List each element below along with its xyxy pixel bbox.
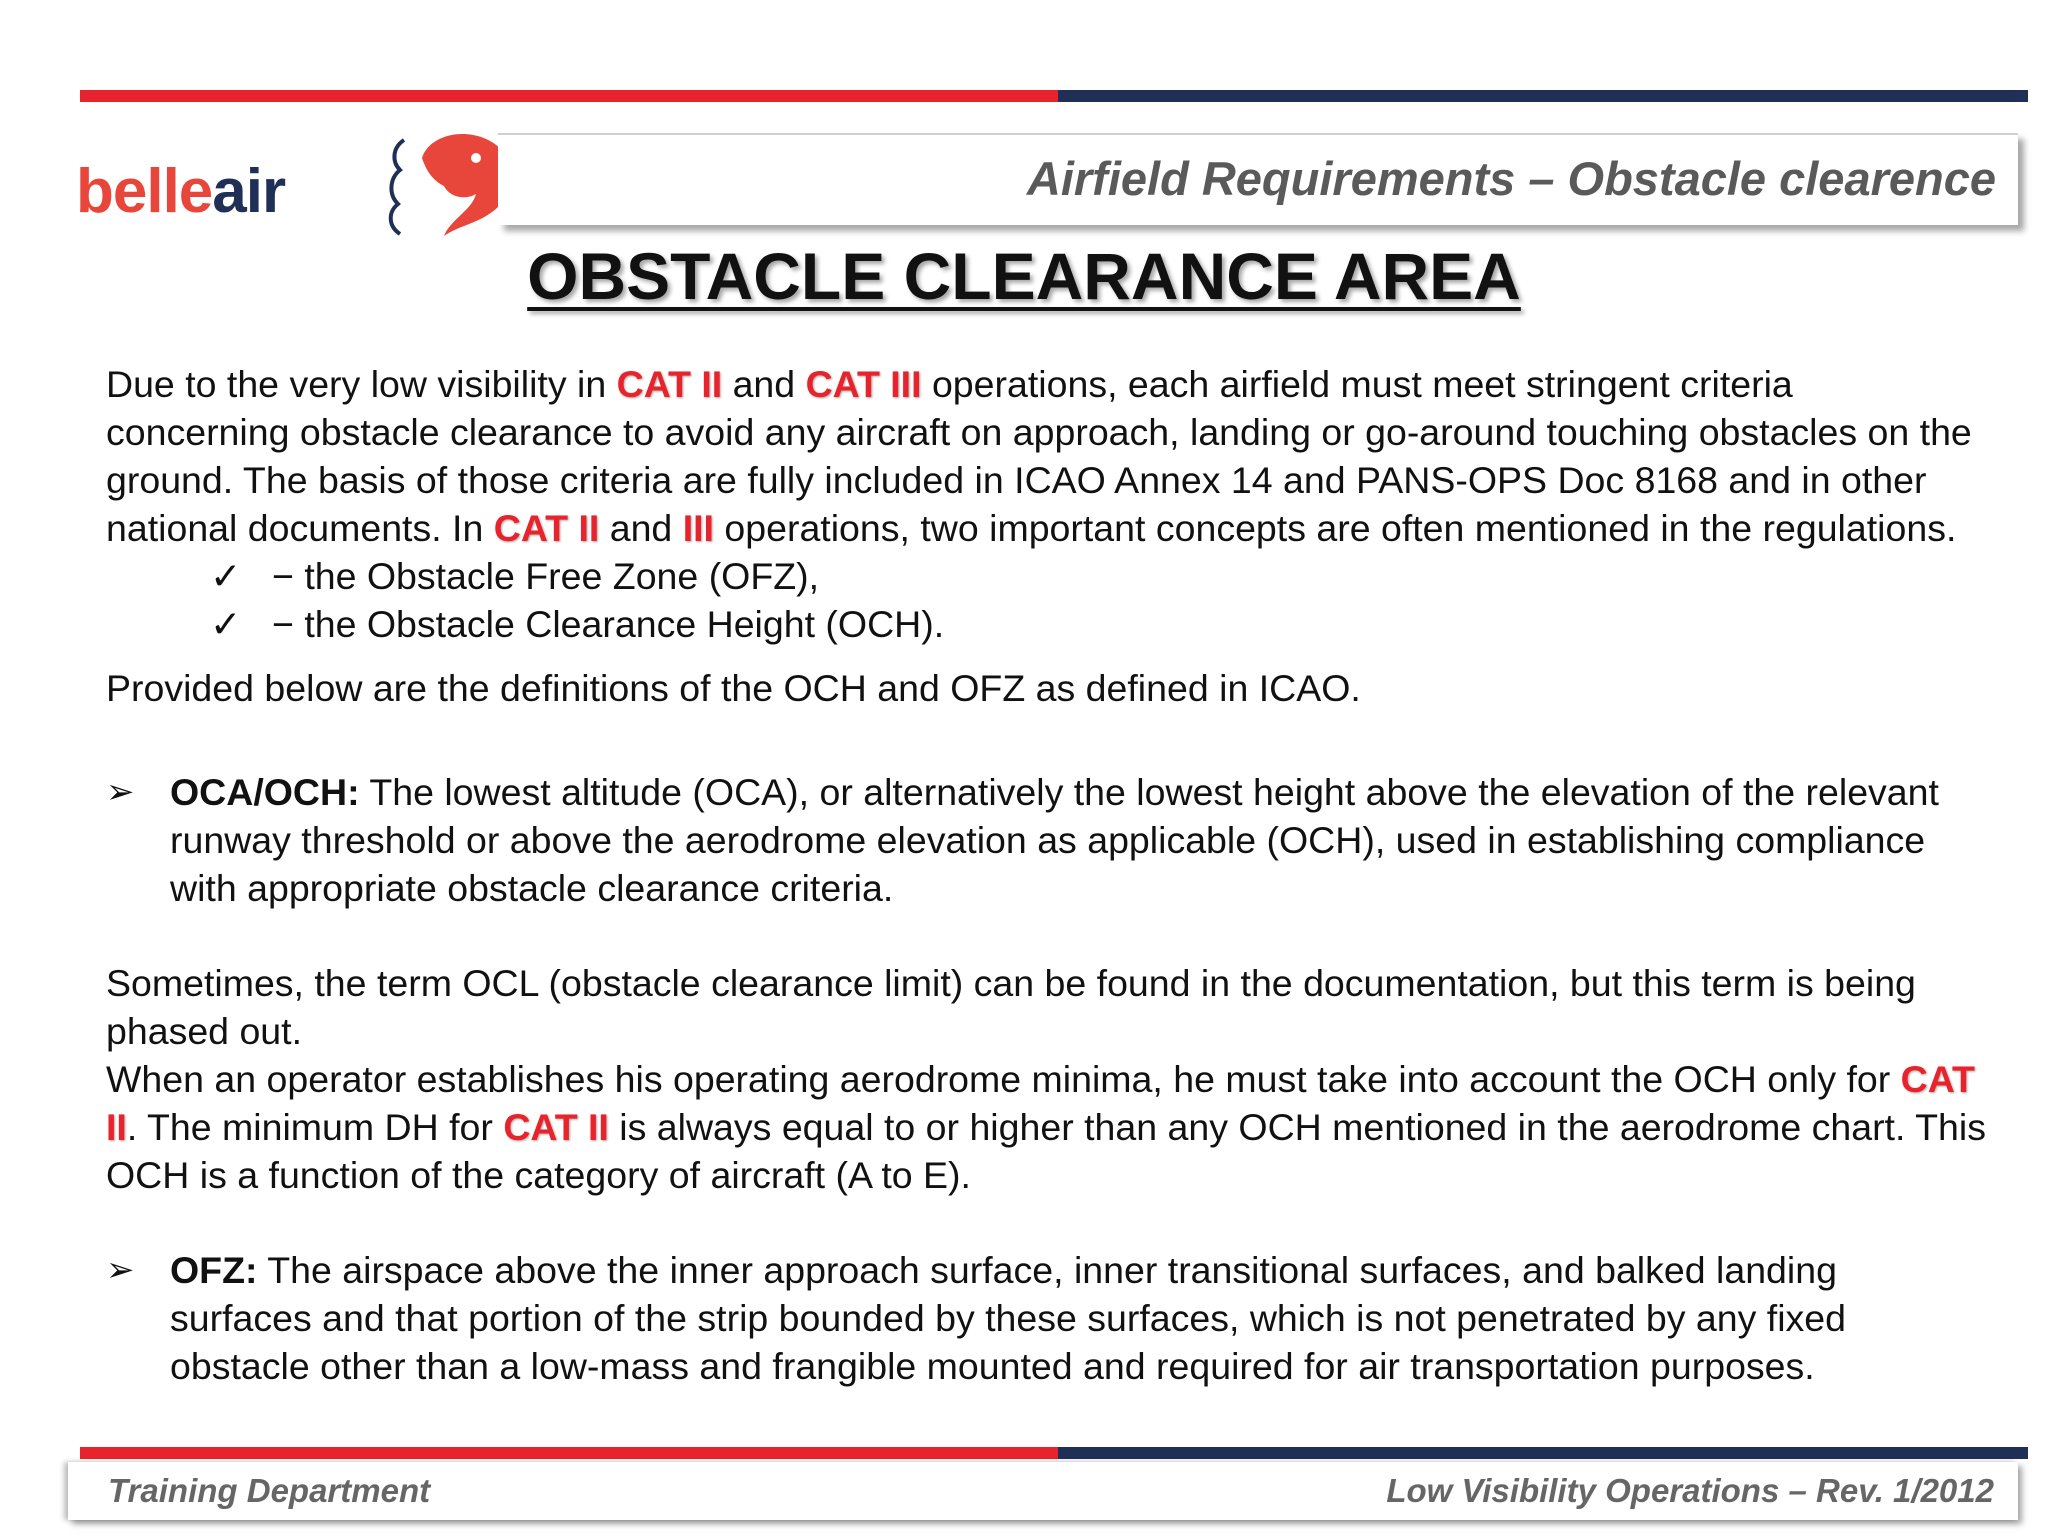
logo-word-belle: belle xyxy=(76,157,213,226)
top-stripe-navy xyxy=(1058,90,2028,102)
cat-ii-label: CAT II xyxy=(616,363,723,405)
intro-paragraph xyxy=(106,360,1986,552)
ofz-term: OFZ: xyxy=(170,1249,258,1291)
och-term: OCA/OCH: xyxy=(170,771,360,813)
operator-paragraph xyxy=(106,1055,1986,1199)
bottom-stripe xyxy=(80,1447,2028,1459)
header-title: Airfield Requirements – Obstacle clearence xyxy=(1026,152,1996,205)
cat-ii-label: CAT II xyxy=(503,1106,609,1148)
arrow-bullet-icon: ➢ xyxy=(106,1251,135,1289)
logo-word-air: air xyxy=(212,157,286,226)
ofz-definition xyxy=(106,1246,1986,1390)
operator-text-3: is always equal to or higher than any OCH mentioned in the aerodrome chart. This OCH is a function of the category of aircraft (A to E). xyxy=(106,1106,1986,1196)
och-definition xyxy=(106,768,1986,912)
checkmark-icon: ✓ xyxy=(210,603,242,645)
concept-text: − the Obstacle Free Zone (OFZ), xyxy=(272,555,820,597)
concept-text: − the Obstacle Clearance Height (OCH). xyxy=(272,603,945,645)
intro-text-2: and xyxy=(722,363,806,405)
ocl-paragraph: Sometimes, the term OCL (obstacle clearance limit) can be found in the documentation, but this term is being phased out. xyxy=(106,962,1916,1052)
checkmark-icon: ✓ xyxy=(210,555,242,597)
operator-text-1: When an operator establishes his operating aerodrome minima, he must take into account the OCH only for xyxy=(106,1058,1901,1100)
footer-department: Training Department xyxy=(108,1472,431,1509)
concept-list xyxy=(106,552,1986,648)
cat-ii-label: CAT II xyxy=(493,507,600,549)
page-title: OBSTACLE CLEARANCE AREA xyxy=(527,239,1521,313)
top-stripe xyxy=(80,90,2028,102)
list-item xyxy=(106,552,1986,600)
list-item xyxy=(106,600,1986,648)
intro-text-5: operations, two important concepts are often mentioned in the regulations. xyxy=(713,507,1957,549)
bird-logo-icon xyxy=(326,128,526,238)
bottom-stripe-red xyxy=(80,1447,1058,1459)
intro-text-3: operations, each airfield must meet stringent criteria concerning obstacle clearance to avoid any aircraft on approach, landing or go-around touching obstacles on the ground. The basis of those criteria are fully included in ICAO Annex 14 and PANS-OPS Doc 8168 and in other national documents. In xyxy=(106,363,1972,549)
intro-text-4: and xyxy=(599,507,683,549)
footer-revision: Low Visibility Operations – Rev. 1/2012 xyxy=(1386,1472,1994,1509)
top-stripe-red xyxy=(80,90,1058,102)
header-box xyxy=(498,133,2018,225)
cat-iii-label: CAT III xyxy=(805,363,922,405)
slide-body xyxy=(106,360,1986,1390)
footer xyxy=(68,1462,2018,1520)
cat-ii-label: CAT II xyxy=(106,1058,1975,1148)
provided-text: Provided below are the definitions of the OCH and OFZ as defined in ICAO. xyxy=(106,667,1361,709)
belleair-logo xyxy=(76,128,456,238)
cat-iii-label: III xyxy=(682,507,714,549)
intro-text-1: Due to the very low visibility in xyxy=(106,363,617,405)
logo-wordmark xyxy=(76,156,285,227)
operator-text-2: . The minimum DH for xyxy=(126,1106,504,1148)
ofz-text: The airspace above the inner approach surface, inner transitional surfaces, and balked landing surfaces and that portion of the strip bounded by these surfaces, which is not penetrated by any fixed obstacle other than a low-mass and frangible mounted and required for air transportation purposes. xyxy=(170,1249,1847,1387)
arrow-bullet-icon: ➢ xyxy=(106,773,135,811)
bottom-stripe-navy xyxy=(1058,1447,2028,1459)
och-text: The lowest altitude (OCA), or alternatively the lowest height above the elevation of the relevant runway threshold or above the aerodrome elevation as applicable (OCH), used in establishing compliance with appropriate obstacle clearance criteria. xyxy=(170,771,1939,909)
